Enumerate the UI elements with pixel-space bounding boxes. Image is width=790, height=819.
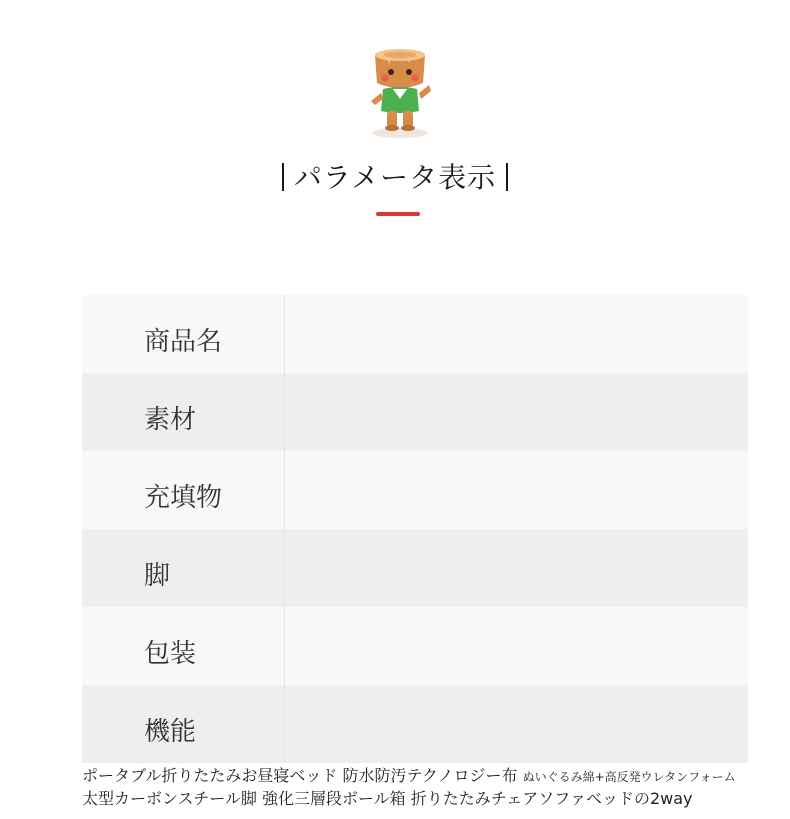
table-row: [82, 685, 748, 763]
param-value-function: 折りたたみチェアソファベッドの2way: [410, 789, 693, 808]
mascot-illustration: [367, 45, 433, 141]
table-row: [82, 607, 748, 685]
column-divider: [284, 685, 285, 763]
title-underline: [376, 212, 420, 216]
parameter-table: [82, 295, 748, 809]
page-title: [0, 156, 790, 196]
param-value-filling: ぬいぐるみ綿+高反発ウレタンフォーム: [522, 770, 736, 784]
param-value-product-name: ポータブル折りたたみお昼寝ベッド: [82, 766, 338, 785]
table-row: [82, 295, 748, 373]
title-right-bar: [506, 163, 508, 191]
param-value-material: 防水防汚テクノロジー布: [342, 766, 518, 785]
param-value-legs: 太型カーボンスチール脚: [82, 789, 257, 808]
column-divider: [284, 529, 285, 607]
param-label: 充填物: [144, 483, 223, 513]
column-divider: [284, 607, 285, 685]
param-label: 素材: [144, 405, 197, 435]
param-label: 商品名: [144, 327, 223, 357]
param-label: 脚: [144, 561, 171, 591]
table-row: [82, 373, 748, 451]
param-label: 包装: [144, 639, 197, 669]
param-label: 機能: [144, 717, 197, 747]
table-row: [82, 451, 748, 529]
column-divider: [284, 295, 285, 373]
column-divider: [284, 451, 285, 529]
title-left-bar: [282, 163, 284, 191]
column-divider: [284, 373, 285, 451]
title-text: パラメータ表示: [293, 161, 497, 194]
table-row: [82, 529, 748, 607]
param-value-packaging: 強化三層段ボール箱: [261, 789, 406, 808]
